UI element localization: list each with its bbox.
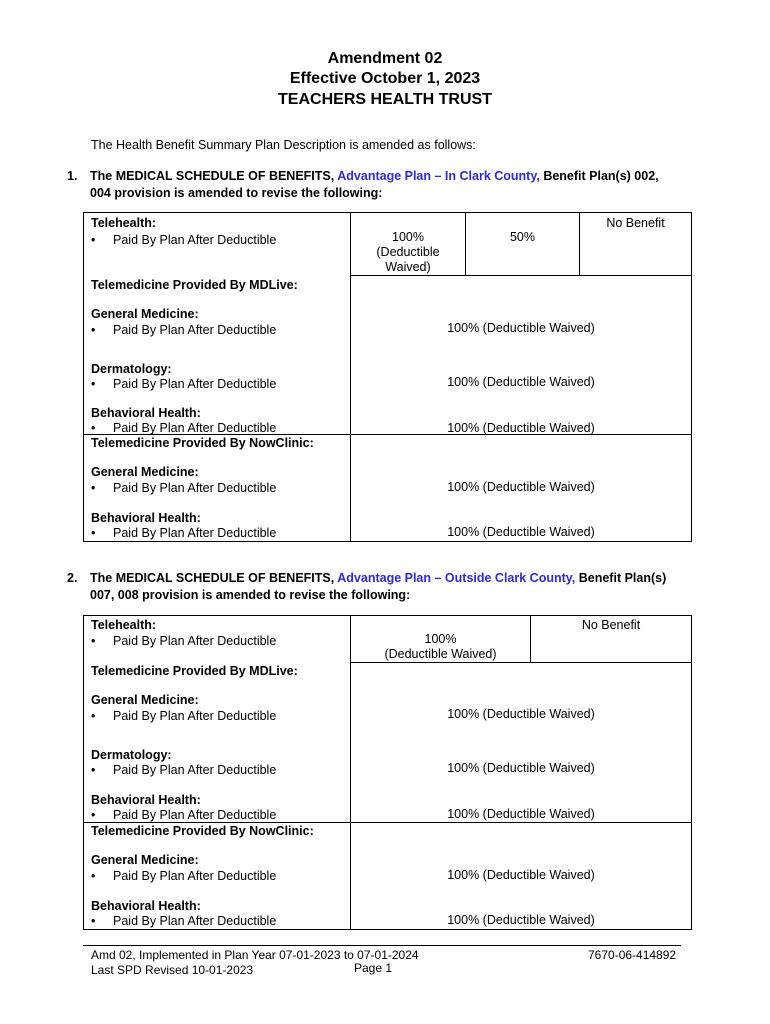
telehealth-value-cell bbox=[351, 616, 531, 663]
telehealth-value-l2: (Deductible Waived) bbox=[384, 647, 497, 661]
schedule-table-1 bbox=[83, 212, 692, 542]
footer-page-number: Page 1 bbox=[354, 961, 393, 975]
list-item: • Paid By Plan After Deductible bbox=[91, 914, 277, 928]
schedule-table-2 bbox=[83, 615, 692, 930]
footer-spd-revised: Last SPD Revised 10-01-2023 bbox=[91, 963, 254, 977]
telehealth-value-l3: Waived) bbox=[385, 260, 431, 274]
behavioral-health-header: Behavioral Health: bbox=[91, 899, 201, 913]
section-prefix: The MEDICAL SCHEDULE OF BENEFITS, bbox=[90, 571, 338, 585]
telehealth-header: Telehealth: bbox=[91, 216, 157, 230]
telehealth-label-cell bbox=[84, 616, 351, 663]
nowclinic-row bbox=[84, 435, 692, 542]
nowclinic-header: Telemedicine Provided By NowClinic: bbox=[91, 436, 314, 450]
telehealth-label-cell bbox=[84, 213, 351, 276]
behavioral-health-value: 100% (Deductible Waived) bbox=[447, 913, 595, 927]
list-item: • Paid By Plan After Deductible bbox=[91, 420, 277, 435]
general-medicine-header: General Medicine: bbox=[91, 465, 199, 479]
nowclinic-value-cell bbox=[351, 435, 692, 542]
telehealth-row bbox=[84, 213, 692, 276]
footer-amendment-info: Amd 02, Implemented in Plan Year 07-01-2023 to 07-01-2024 bbox=[91, 948, 419, 962]
telehealth-no-benefit-cell bbox=[580, 213, 692, 276]
section-line2: 007, 008 provision is amended to revise the following: bbox=[90, 588, 411, 602]
behavioral-health-header: Behavioral Health: bbox=[91, 405, 201, 420]
behavioral-health-value: 100% (Deductible Waived) bbox=[447, 807, 595, 821]
mdlive-row bbox=[84, 276, 692, 435]
general-medicine-header: General Medicine: bbox=[91, 306, 199, 321]
mdlive-header: Telemedicine Provided By MDLive: bbox=[91, 277, 298, 292]
section-prefix: The MEDICAL SCHEDULE OF BENEFITS, bbox=[90, 169, 338, 183]
section-suffix: Benefit Plan(s) 002, bbox=[539, 169, 659, 183]
list-item: • Paid By Plan After Deductible bbox=[91, 762, 277, 777]
general-medicine-value: 100% (Deductible Waived) bbox=[447, 707, 595, 721]
behavioral-health-header: Behavioral Health: bbox=[91, 511, 201, 525]
footer-divider bbox=[83, 945, 681, 946]
doc-title-effective-date: Effective October 1, 2023 bbox=[289, 70, 481, 87]
mdlive-value-cell bbox=[351, 663, 692, 823]
section-number: 1. bbox=[67, 169, 78, 183]
telehealth-out-network-cell bbox=[466, 213, 580, 276]
dermatology-header: Dermatology: bbox=[91, 747, 172, 762]
list-item: • Paid By Plan After Deductible bbox=[91, 233, 277, 247]
nowclinic-row bbox=[84, 823, 692, 930]
behavioral-health-header: Behavioral Health: bbox=[91, 792, 201, 807]
nowclinic-label-cell bbox=[84, 823, 351, 930]
telehealth-value-col4: No Benefit bbox=[581, 618, 641, 632]
telehealth-value-l1: 100% bbox=[392, 230, 424, 244]
telehealth-value-l2: (Deductible bbox=[376, 245, 440, 259]
plan-name: Advantage Plan – In Clark County, bbox=[337, 169, 540, 183]
plan-name: Advantage Plan – Outside Clark County, bbox=[337, 571, 576, 585]
telehealth-no-benefit-cell bbox=[531, 616, 692, 663]
dermatology-value: 100% (Deductible Waived) bbox=[447, 375, 595, 389]
list-item: • Paid By Plan After Deductible bbox=[91, 807, 277, 822]
dermatology-value: 100% (Deductible Waived) bbox=[447, 761, 595, 775]
list-item: • Paid By Plan After Deductible bbox=[91, 481, 277, 495]
dermatology-header: Dermatology: bbox=[91, 361, 172, 376]
section-2-heading bbox=[67, 570, 687, 604]
list-item: • Paid By Plan After Deductible bbox=[91, 708, 277, 723]
behavioral-health-value: 100% (Deductible Waived) bbox=[447, 525, 595, 539]
general-medicine-value: 100% (Deductible Waived) bbox=[447, 321, 595, 335]
general-medicine-header: General Medicine: bbox=[91, 853, 199, 867]
mdlive-row bbox=[84, 663, 692, 823]
telehealth-value-col3: 50% bbox=[509, 230, 536, 244]
telehealth-header: Telehealth: bbox=[91, 618, 157, 632]
general-medicine-value: 100% (Deductible Waived) bbox=[447, 868, 595, 882]
list-item: • Paid By Plan After Deductible bbox=[91, 869, 277, 883]
mdlive-label-cell bbox=[84, 663, 351, 823]
list-item: • Paid By Plan After Deductible bbox=[91, 634, 277, 648]
general-medicine-header: General Medicine: bbox=[91, 692, 199, 707]
mdlive-header: Telemedicine Provided By MDLive: bbox=[91, 663, 298, 678]
section-line2: 004 provision is amended to revise the following: bbox=[90, 186, 383, 200]
behavioral-health-value: 100% (Deductible Waived) bbox=[447, 421, 595, 435]
section-1-heading bbox=[67, 168, 687, 202]
nowclinic-header: Telemedicine Provided By NowClinic: bbox=[91, 824, 314, 838]
nowclinic-label-cell bbox=[84, 435, 351, 542]
telehealth-value-l1: 100% bbox=[424, 632, 457, 646]
intro-text: The Health Benefit Summary Plan Description is amended as follows: bbox=[91, 138, 476, 152]
telehealth-in-network-cell bbox=[351, 213, 466, 276]
nowclinic-value-cell bbox=[351, 823, 692, 930]
telehealth-value-col4: No Benefit bbox=[606, 216, 665, 230]
section-suffix: Benefit Plan(s) bbox=[575, 571, 667, 585]
list-item: • Paid By Plan After Deductible bbox=[91, 322, 277, 337]
footer-doc-id: 7670-06-414892 bbox=[588, 948, 677, 962]
mdlive-value-cell bbox=[351, 276, 692, 435]
doc-title-amendment: Amendment 02 bbox=[327, 50, 443, 67]
section-number: 2. bbox=[67, 571, 78, 585]
telehealth-row bbox=[84, 616, 692, 663]
general-medicine-value: 100% (Deductible Waived) bbox=[447, 480, 595, 494]
list-item: • Paid By Plan After Deductible bbox=[91, 376, 277, 391]
list-item: • Paid By Plan After Deductible bbox=[91, 526, 277, 540]
doc-title-trust: TEACHERS HEALTH TRUST bbox=[278, 91, 492, 108]
mdlive-label-cell bbox=[84, 276, 351, 435]
